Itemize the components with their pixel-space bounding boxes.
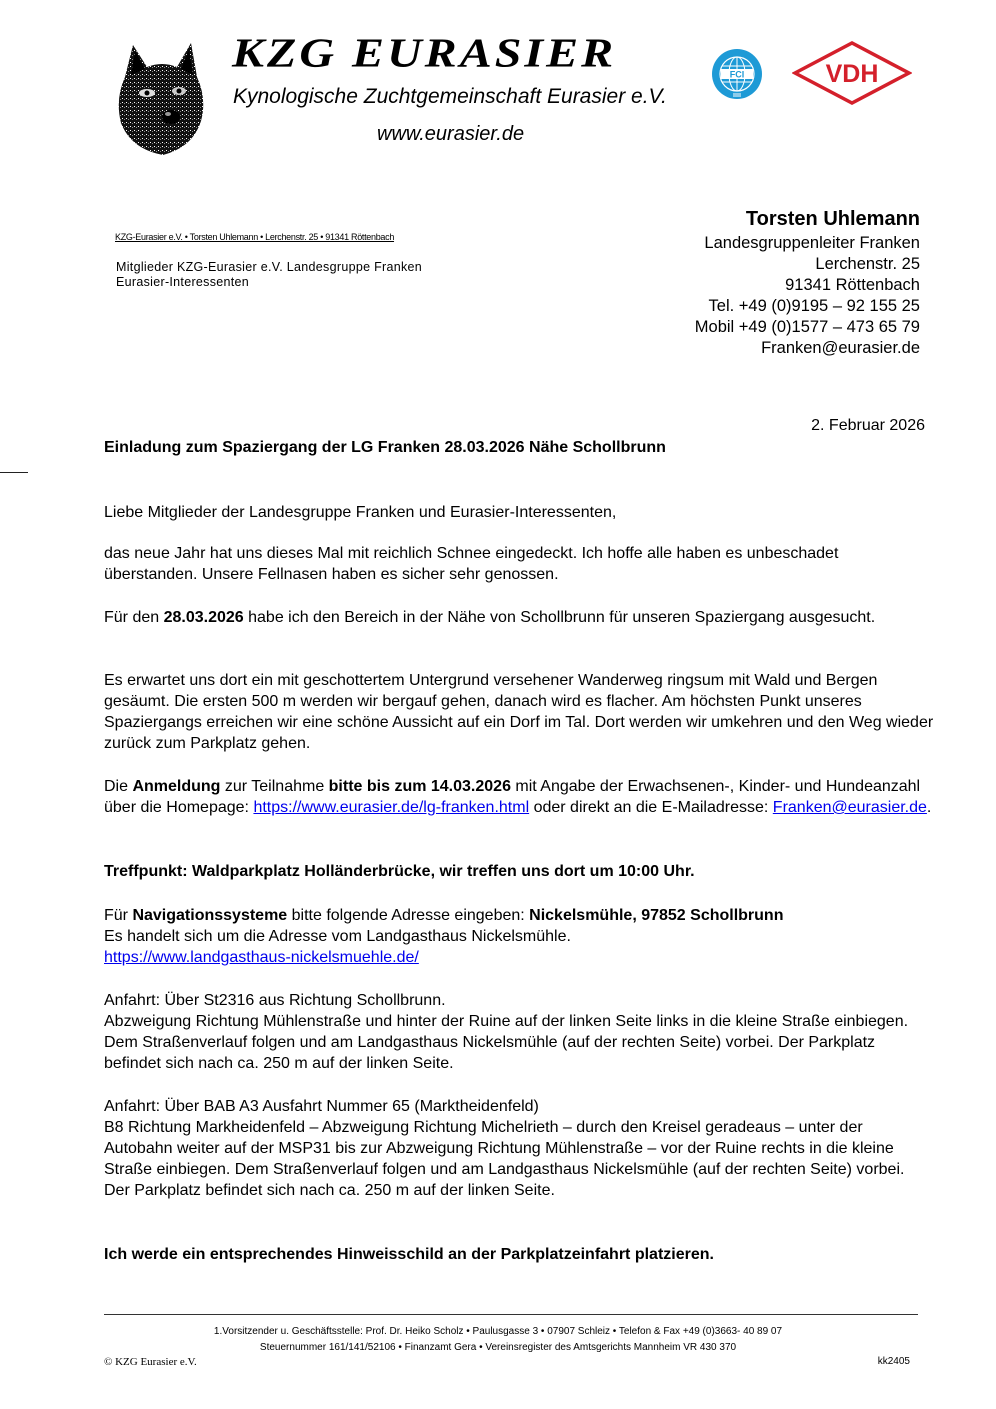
eurasier-dog-head-icon	[113, 37, 211, 157]
paragraph-intro	[104, 543, 934, 585]
landgasthaus-link[interactable]: https://www.landgasthaus-nickelsmuehle.de/	[104, 949, 419, 966]
recipient-line: Mitglieder KZG-Eurasier e.V. Landesgruppe Franken	[116, 260, 423, 274]
text: mit Angabe der Erwachsenen-, Kinder- und Hundeanzahl über die Homepage:	[104, 778, 921, 816]
brand-subtitle: Kynologische Zuchtgemeinschaft Eurasier e.V.	[233, 85, 667, 108]
brand-title: KZG EURASIER	[232, 30, 617, 76]
contact-city: 91341 Röttenbach	[785, 276, 920, 294]
paragraph-registration	[104, 776, 934, 818]
text: zur Teilnahme	[220, 778, 329, 795]
homepage-link[interactable]: https://www.eurasier.de/lg-franken.html	[253, 799, 530, 816]
registration-label: Anmeldung	[132, 778, 221, 795]
text: .	[926, 799, 932, 816]
paragraph-text: Es erwartet uns dort ein mit geschottertem Untergrund versehener Wanderweg ringsum mit Wald und Bergen gesäumt. Die ersten 500 m werden wir bergauf gehen, danach wird es flacher. Am höchsten Punkt unseres Spaziergangs erreichen wir eine schöne Aussicht auf ein Dorf im Tal. Dort werden wir umkehren und den Weg wieder zurück zum Parkplatz gehen.	[104, 672, 934, 752]
paragraph-date	[104, 607, 934, 628]
fold-mark	[0, 472, 28, 473]
route-text: Abzweigung Richtung Mühlenstraße und hinter der Ruine auf der linken Seite links in die kleine Straße einbiegen. Dem Straßenverlauf folgen und am Landgasthaus Nickelsmühle (auf der rechten Seite) vorbei. Der Parkplatz befindet sich nach ca. 250 m auf der linken Seite.	[104, 1013, 909, 1072]
email-link[interactable]: Franken@eurasier.de	[772, 799, 927, 816]
route-title: Anfahrt: Über BAB A3 Ausfahrt Nummer 65 (Marktheidenfeld)	[104, 1098, 539, 1115]
contact-email: Franken@eurasier.de	[761, 339, 920, 357]
registration-deadline: bitte bis zum 14.03.2026	[328, 778, 511, 795]
text: Für den	[104, 609, 164, 626]
salutation	[104, 502, 934, 523]
contact-mobile: Mobil +49 (0)1577 – 473 65 79	[694, 318, 920, 336]
navigation-label: Navigationssysteme	[132, 907, 288, 924]
navigation-address: Nickelsmühle, 97852 Schollbrunn	[529, 907, 784, 924]
contact-street: Lerchenstr. 25	[815, 255, 920, 273]
footer-copyright: © KZG Eurasier e.V.	[104, 1356, 197, 1368]
vdh-label: VDH	[825, 60, 879, 88]
paragraph-text: das neue Jahr hat uns dieses Mal mit reichlich Schnee eingedeckt. Ich hoffe alle haben es unbeschadet überstanden. Unsere Fellnasen haben es sicher sehr genossen.	[104, 545, 839, 583]
footer-registry: Steuernummer 161/141/52106 • Finanzamt Gera • Vereinsregister des Amtsgerichts Mannheim VR 430 370	[259, 1342, 737, 1353]
vdh-diamond-logo-icon	[792, 40, 912, 106]
letter-date: 2. Februar 2026	[811, 417, 925, 434]
meeting-point	[104, 861, 934, 882]
contact-block	[695, 205, 920, 359]
paragraph-text: Es handelt sich um die Adresse vom Landgasthaus Nickelsmühle.	[104, 928, 571, 945]
text: bitte folgende Adresse eingeben:	[287, 907, 530, 924]
text: habe ich den Bereich in der Nähe von Schollbrunn für unseren Spaziergang ausgesucht.	[243, 609, 876, 626]
route-text: B8 Richtung Markheidenfeld – Abzweigung Richtung Michelrieth – durch den Kreisel geradeaus – unter der Autobahn weiter auf der MSP31 bis zur Abzweigung Richtung Mühlenstraße – vor der Ruine rechts in die kleine Straße einbiegen. Dem Straßenverlauf folgen und am Landgasthaus Nickelsmühle (auf der rechten Seite) vorbei. Der Parkplatz befindet sich nach ca. 250 m auf der linken Seite.	[104, 1119, 905, 1199]
paragraph-navigation	[104, 905, 934, 968]
paragraph-route-description	[104, 670, 934, 754]
directions-route-1	[104, 990, 934, 1074]
contact-role: Landesgruppenleiter Franken	[704, 234, 920, 252]
meeting-point-text: Treffpunkt: Waldparkplatz Holländerbrücke, wir treffen uns dort um 10:00 Uhr.	[104, 863, 695, 880]
footer-address: 1.Vorsitzender u. Geschäftsstelle: Prof. Dr. Heiko Scholz • Paulusgasse 3 • 07907 Schleiz • Telefon & Fax +49 (0)3663- 40 89 07	[213, 1326, 783, 1337]
brand-website: www.eurasier.de	[377, 123, 525, 145]
fci-label: FCI	[729, 69, 745, 80]
text: Für	[104, 907, 133, 924]
closing-text: Ich werde ein entsprechendes Hinweisschild an der Parkplatzeinfahrt platzieren.	[104, 1246, 714, 1263]
route-title: Anfahrt: Über St2316 aus Richtung Schollbrunn.	[104, 992, 446, 1009]
salutation-text: Liebe Mitglieder der Landesgruppe Franken und Eurasier-Interessenten,	[104, 504, 617, 521]
sender-return-address: KZG-Eurasier e.V. • Torsten Uhlemann • Lerchenstr. 25 • 91341 Röttenbach	[115, 232, 395, 242]
directions-route-2	[104, 1096, 934, 1201]
event-date: 28.03.2026	[163, 609, 244, 626]
closing-note	[104, 1244, 934, 1265]
contact-name: Torsten Uhlemann	[745, 208, 920, 230]
footer-divider	[104, 1314, 918, 1315]
letter-subject: Einladung zum Spaziergang der LG Franken 28.03.2026 Nähe Schollbrunn	[104, 439, 666, 456]
text: oder direkt an die E-Mailadresse:	[529, 799, 773, 816]
contact-phone: Tel. +49 (0)9195 – 92 155 25	[708, 297, 920, 315]
recipient-block	[116, 260, 422, 290]
fci-globe-logo-icon	[711, 42, 763, 106]
footer-document-code: kk2405	[877, 1356, 910, 1367]
recipient-line: Eurasier-Interessenten	[116, 275, 250, 289]
text: Die	[104, 778, 133, 795]
